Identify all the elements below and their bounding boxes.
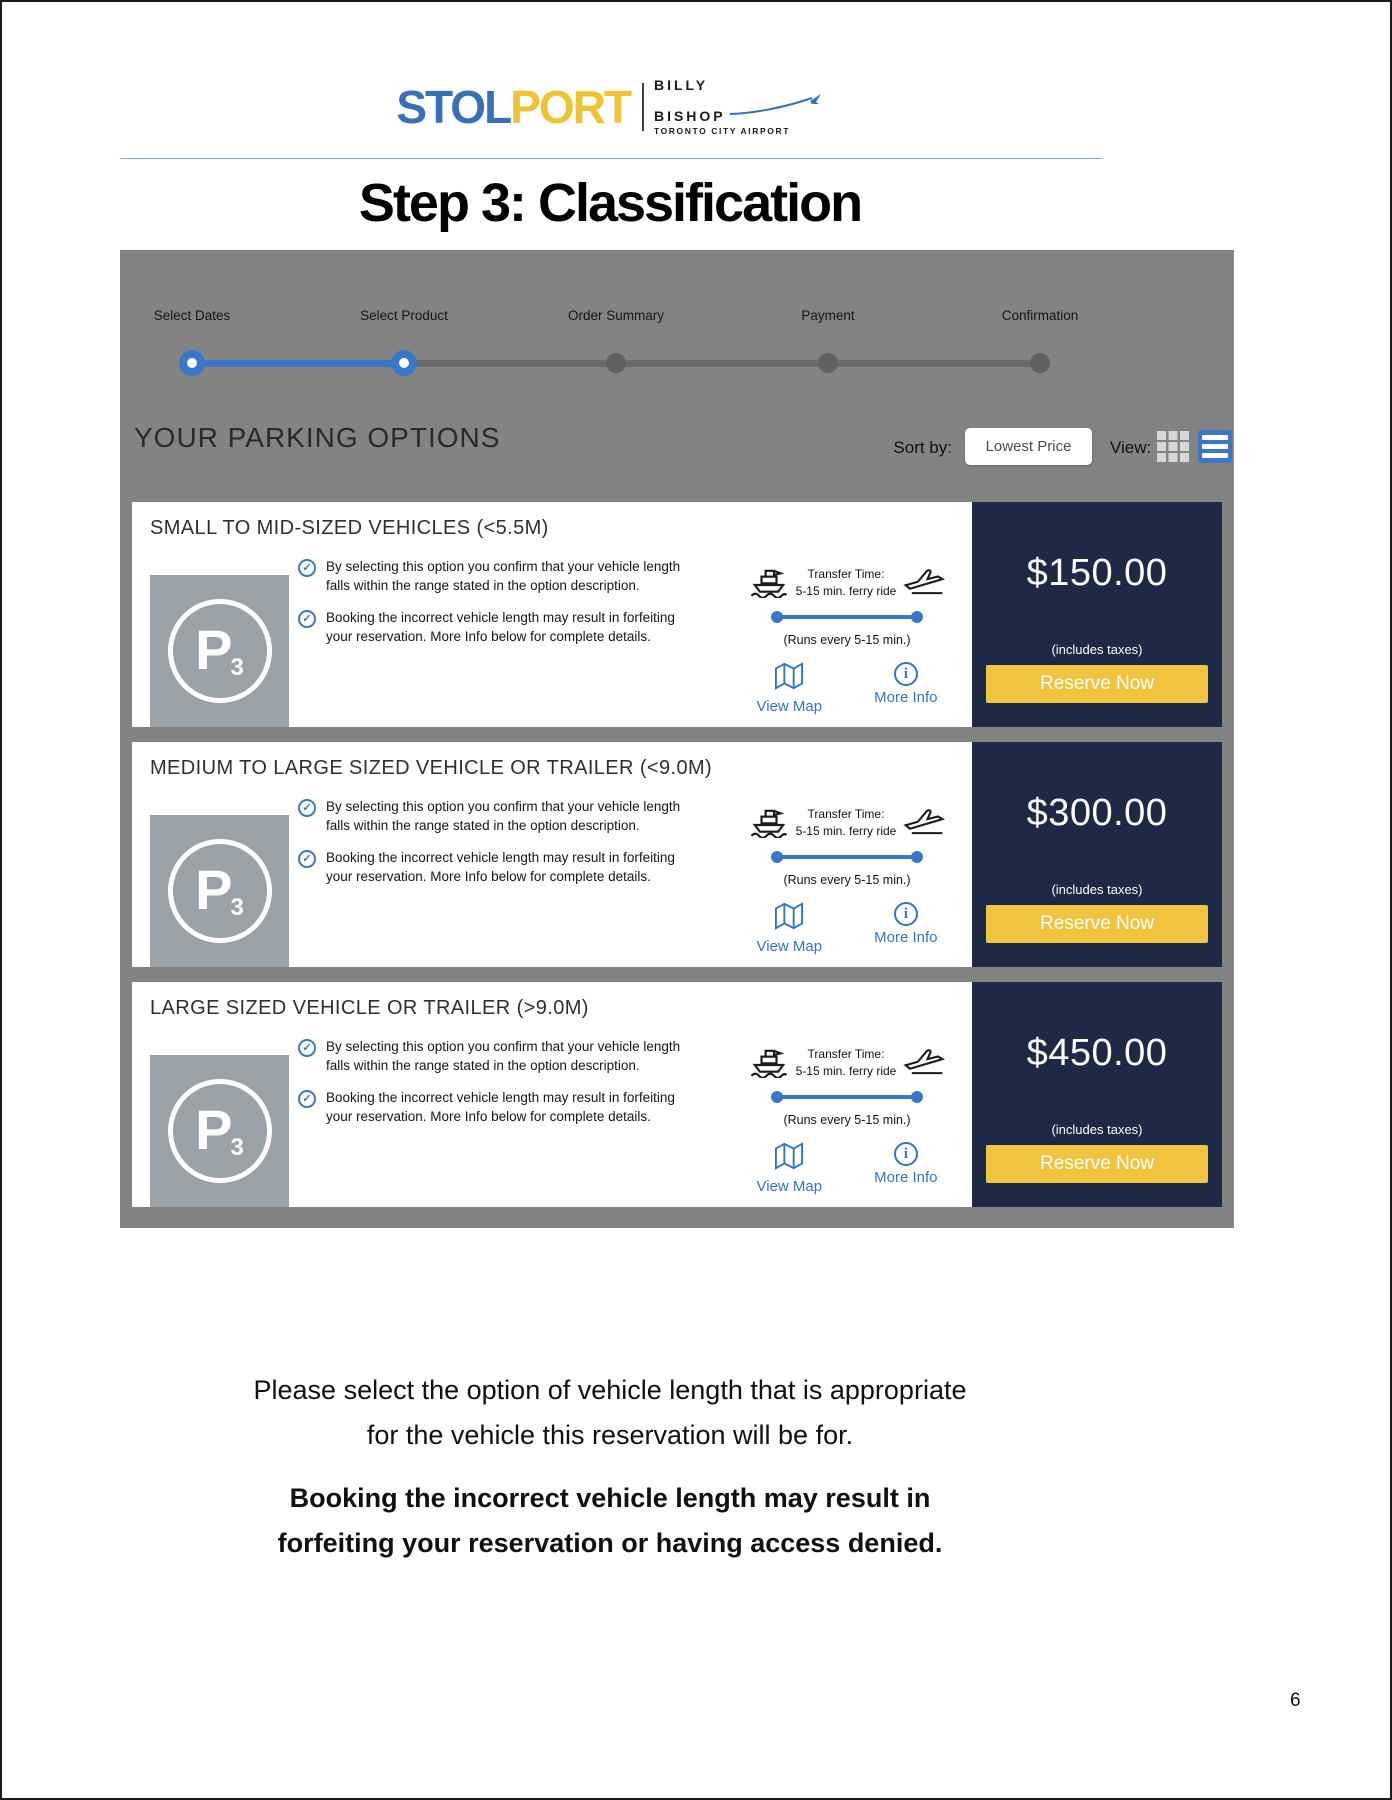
- transfer-time-value: 5-15 min. ferry ride: [795, 1063, 897, 1078]
- price-panel: [972, 502, 1222, 727]
- price-panel: [972, 742, 1222, 967]
- logo-stol-text: STOL: [396, 81, 511, 133]
- parking-option-card: [132, 502, 1222, 727]
- step-dot-order-summary[interactable]: [606, 353, 626, 373]
- transfer-info: [732, 1042, 962, 1195]
- terms-text: By selecting this option you confirm that your vehicle length falls within the range stated in the option description.: [326, 559, 681, 593]
- transfer-duration-bar: [771, 1091, 923, 1103]
- instruction-text: [2, 1368, 1218, 1566]
- view-map-link[interactable]: [757, 902, 823, 955]
- option-terms: [298, 1038, 702, 1140]
- includes-taxes-note: (includes taxes): [1051, 642, 1143, 657]
- terms-item: [298, 849, 702, 887]
- transfer-time-value: 5-15 min. ferry ride: [795, 823, 897, 838]
- view-map-label: View Map: [756, 1178, 823, 1195]
- view-map-label: View Map: [756, 698, 823, 715]
- check-circle-icon: ✓: [298, 850, 316, 868]
- transfer-time-label: Transfer Time:: [807, 1047, 885, 1062]
- view-map-link[interactable]: [757, 1142, 823, 1195]
- p3-parking-logo: [150, 815, 289, 967]
- p3-parking-logo: [150, 575, 289, 727]
- parking-option-card: [132, 982, 1222, 1207]
- ferry-icon: [749, 1042, 789, 1083]
- step-dot-payment[interactable]: [818, 353, 838, 373]
- step-label-select-dates: Select Dates: [153, 308, 231, 323]
- header-divider-line: [120, 158, 1102, 159]
- step-label-select-product: Select Product: [360, 308, 448, 323]
- page-number: 6: [1290, 1690, 1301, 1711]
- ferry-icon: [749, 802, 789, 843]
- warning-line: Booking the incorrect vehicle length may result in: [289, 1483, 931, 1513]
- more-info-link[interactable]: [874, 902, 937, 955]
- p3-logo-letter: P3: [195, 1098, 244, 1161]
- grid-view-icon[interactable]: [1156, 430, 1190, 463]
- price: $150.00: [1026, 552, 1168, 594]
- terms-text: By selecting this option you confirm that your vehicle length falls within the range stated in the option description.: [326, 1039, 681, 1073]
- booking-screenshot-panel: [120, 250, 1234, 1228]
- transfer-info: [732, 562, 962, 715]
- terms-text: Booking the incorrect vehicle length may result in forfeiting your reservation. More Info below for complete details.: [326, 849, 675, 884]
- transfer-time-label: Transfer Time:: [807, 807, 885, 822]
- p3-logo-ring: [168, 599, 272, 703]
- card-links: [732, 1142, 962, 1195]
- terms-item: [298, 798, 702, 836]
- sort-by-label: Sort by:: [893, 438, 952, 457]
- airplane-takeoff-icon: [903, 804, 945, 841]
- step-label-order-summary: Order Summary: [567, 308, 665, 323]
- p3-parking-logo: [150, 1055, 289, 1207]
- airplane-takeoff-icon: [903, 1044, 945, 1081]
- step-label-confirmation: Confirmation: [1001, 308, 1079, 323]
- warning-line: forfeiting your reservation or having access denied.: [277, 1528, 943, 1558]
- logo-bishop-text: BISHOP: [653, 108, 726, 125]
- p3-logo-ring: [168, 839, 272, 943]
- airplane-takeoff-icon: [903, 564, 945, 601]
- check-circle-icon: ✓: [298, 1039, 316, 1057]
- airport-name-block: [654, 78, 824, 135]
- logo-port-text: PORT: [510, 81, 630, 133]
- map-icon: [774, 662, 804, 695]
- step-label-payment: Payment: [801, 308, 855, 323]
- view-map-label: View Map: [756, 938, 823, 955]
- more-info-link[interactable]: [874, 662, 937, 715]
- p3-logo-letter: P3: [195, 858, 244, 921]
- more-info-link[interactable]: [874, 1142, 937, 1195]
- check-circle-icon: ✓: [298, 799, 316, 817]
- includes-taxes-note: (includes taxes): [1051, 1122, 1143, 1137]
- price-panel: [972, 982, 1222, 1207]
- instruction-line: Please select the option of vehicle length that is appropriate: [253, 1375, 967, 1405]
- ferry-frequency-note: (Runs every 5-15 min.): [783, 633, 911, 647]
- terms-item: [298, 558, 702, 596]
- ferry-frequency-note: (Runs every 5-15 min.): [783, 1113, 911, 1127]
- step-dot-confirmation[interactable]: [1030, 353, 1050, 373]
- info-icon: i: [894, 662, 918, 686]
- p3-logo-letter: P3: [195, 618, 244, 681]
- airplane-swoosh-icon: [728, 93, 824, 122]
- stolport-logo: [2, 76, 1218, 138]
- check-circle-icon: ✓: [298, 1090, 316, 1108]
- stolport-wordmark: [396, 81, 630, 133]
- parking-options-heading: YOUR PARKING OPTIONS: [134, 422, 501, 453]
- logo-divider: [642, 83, 644, 131]
- transfer-text: [796, 1046, 897, 1078]
- terms-text: By selecting this option you confirm that your vehicle length falls within the range stated in the option description.: [326, 799, 681, 833]
- card-links: [732, 902, 962, 955]
- terms-text: Booking the incorrect vehicle length may result in forfeiting your reservation. More Info below for complete details.: [326, 1089, 675, 1124]
- option-title: LARGE SIZED VEHICLE OR TRAILER (>9.0M): [150, 997, 589, 1019]
- check-circle-icon: ✓: [298, 559, 316, 577]
- info-icon: i: [894, 1142, 918, 1166]
- transfer-time-value: 5-15 min. ferry ride: [795, 583, 897, 598]
- transfer-text: [796, 566, 897, 598]
- map-icon: [774, 1142, 804, 1175]
- transfer-info: [732, 802, 962, 955]
- transfer-text: [796, 806, 897, 838]
- card-links: [732, 662, 962, 715]
- info-icon: i: [894, 902, 918, 926]
- option-terms: [298, 558, 702, 660]
- option-title: MEDIUM TO LARGE SIZED VEHICLE OR TRAILER (<9.0M): [150, 757, 713, 779]
- reserve-now-button[interactable]: Reserve Now: [986, 665, 1208, 703]
- transfer-duration-bar: [771, 851, 923, 863]
- transfer-row: [732, 802, 962, 843]
- terms-text: Booking the incorrect vehicle length may result in forfeiting your reservation. More Info below for complete details.: [326, 609, 675, 644]
- more-info-label: More Info: [874, 689, 938, 706]
- check-circle-icon: ✓: [298, 610, 316, 628]
- sort-dropdown[interactable]: [965, 428, 1092, 465]
- page-title: Step 3: Classification: [358, 173, 862, 233]
- p3-logo-ring: [168, 1079, 272, 1183]
- view-map-link[interactable]: [757, 662, 823, 715]
- terms-item: [298, 1038, 702, 1076]
- more-info-label: More Info: [874, 929, 938, 946]
- includes-taxes-note: (includes taxes): [1051, 882, 1143, 897]
- price: $300.00: [1026, 792, 1168, 834]
- terms-item: [298, 609, 702, 647]
- ferry-frequency-note: (Runs every 5-15 min.): [783, 873, 911, 887]
- transfer-time-label: Transfer Time:: [807, 567, 885, 582]
- step-dot-select-dates[interactable]: [179, 350, 205, 376]
- transfer-duration-bar: [771, 611, 923, 623]
- reserve-now-button[interactable]: Reserve Now: [986, 1145, 1208, 1183]
- price: $450.00: [1026, 1032, 1168, 1074]
- transfer-row: [732, 562, 962, 603]
- map-icon: [774, 902, 804, 935]
- more-info-label: More Info: [874, 1169, 938, 1186]
- view-label: View:: [1110, 438, 1152, 457]
- step-dot-select-product[interactable]: [391, 350, 417, 376]
- sort-dropdown-value: Lowest Price: [985, 438, 1072, 455]
- logo-billy-text: BILLY: [653, 77, 709, 94]
- reserve-now-button[interactable]: Reserve Now: [986, 905, 1208, 943]
- transfer-row: [732, 1042, 962, 1083]
- logo-airport-text: TORONTO CITY AIRPORT: [653, 125, 791, 136]
- parking-option-card: [132, 742, 1222, 967]
- instruction-line: for the vehicle this reservation will be for.: [366, 1420, 854, 1450]
- option-terms: [298, 798, 702, 900]
- ferry-icon: [749, 562, 789, 603]
- terms-item: [298, 1089, 702, 1127]
- logo-bishop-row: [654, 93, 824, 124]
- option-title: SMALL TO MID-SIZED VEHICLES (<5.5M): [150, 517, 549, 539]
- list-view-icon[interactable]: [1198, 430, 1232, 463]
- stepper-track-completed: [192, 360, 404, 367]
